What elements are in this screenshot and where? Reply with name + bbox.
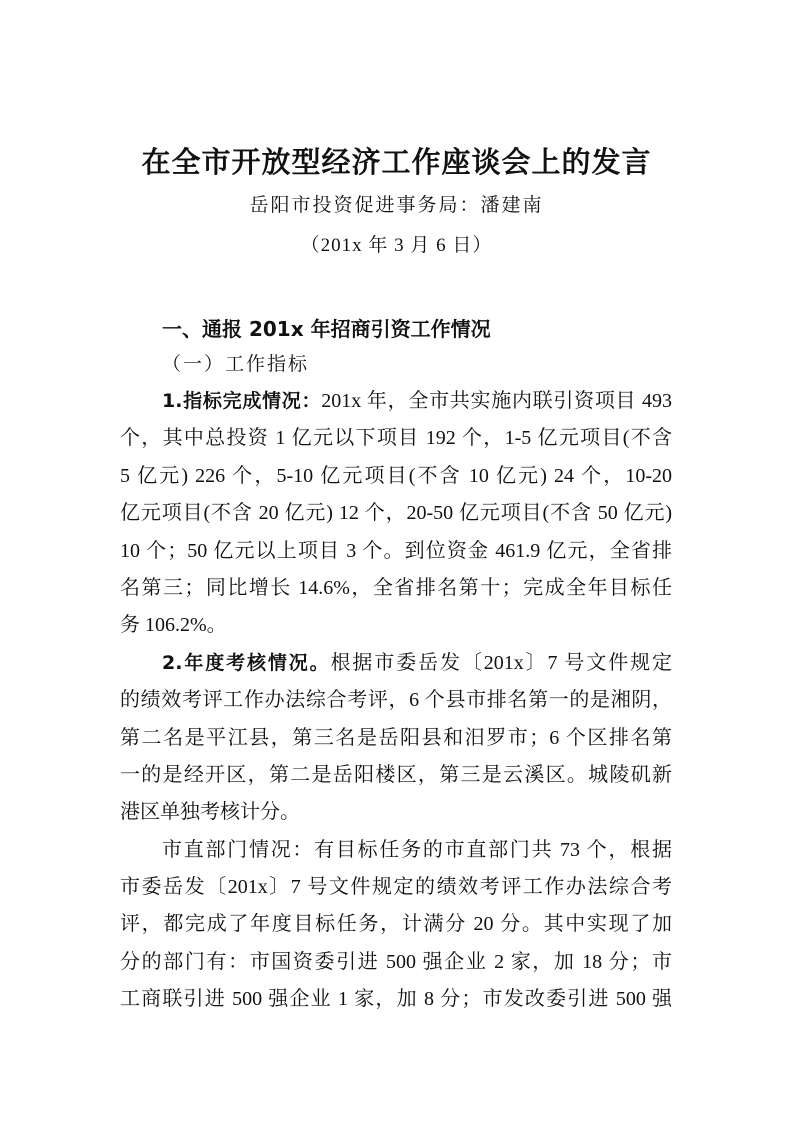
paragraph-line: 工商联引进 500 强企业 1 家，加 8 分；市发改委引进 500 强 [120, 988, 672, 1011]
paragraph-city-departments [120, 835, 672, 1022]
paragraph-line: 个，其中总投资 1 亿元以下项目 192 个，1-5 亿元项目(不含 [120, 427, 672, 450]
paragraph-lead: 1.指标完成情况： [162, 390, 322, 412]
paragraph-line: 一的是经开区，第二是岳阳楼区，第三是云溪区。城陵矶新 [120, 763, 672, 786]
paragraph-line: 市直部门情况：有目标任务的市直部门共 73 个，根据 [162, 838, 672, 861]
paragraph-line: 务 106.2%。 [120, 614, 227, 637]
paragraph-indicator-completion [120, 386, 672, 648]
paragraph-annual-assessment [120, 648, 672, 835]
date-line: （201x 年 3 月 6 日） [300, 235, 493, 256]
subsection-heading: （一）工作指标 [162, 354, 310, 375]
paragraph-line: 评，都完成了年度目标任务，计满分 20 分。其中实现了加 [120, 913, 672, 936]
paragraph-line: 的绩效考评工作办法综合考评，6 个县市排名第一的是湘阴， [120, 689, 672, 712]
paragraph-line: 港区单独考核计分。 [120, 801, 300, 824]
paragraph-line: 市委岳发〔201x〕7 号文件规定的绩效考评工作办法综合考 [120, 876, 672, 899]
paragraph-line: 10 个；50 亿元以上项目 3 个。到位资金 461.9 亿元，全省排 [120, 539, 672, 562]
paragraph-line: 名第三；同比增长 14.6%，全省排名第十；完成全年目标任 [120, 576, 672, 599]
document-title: 在全市开放型经济工作座谈会上的发言 [141, 145, 652, 179]
paragraph-line: 2.年度考核情况。根据市委岳发〔201x〕7 号文件规定 [162, 651, 672, 674]
speaker-line: 岳阳市投资促进事务局：潘建南 [249, 195, 544, 216]
paragraph-line: 5 亿元) 226 个，5-10 亿元项目(不含 10 亿元) 24 个，10-20 [120, 464, 672, 487]
document-body [120, 386, 672, 1022]
paragraph-lead: 2.年度考核情况。 [162, 651, 331, 674]
paragraph-line: 分的部门有：市国资委引进 500 强企业 2 家，加 18 分；市 [120, 950, 672, 973]
paragraph-line: 1.指标完成情况：201x 年，全市共实施内联引资项目 493 [162, 390, 672, 412]
paragraph-line: 第二名是平江县，第三名是岳阳县和汨罗市；6 个区排名第 [120, 726, 672, 749]
paragraph-line: 亿元项目(不含 20 亿元) 12 个，20-50 亿元项目(不含 50 亿元) [120, 502, 672, 525]
section-heading: 一、通报 201x 年招商引资工作情况 [162, 317, 491, 341]
